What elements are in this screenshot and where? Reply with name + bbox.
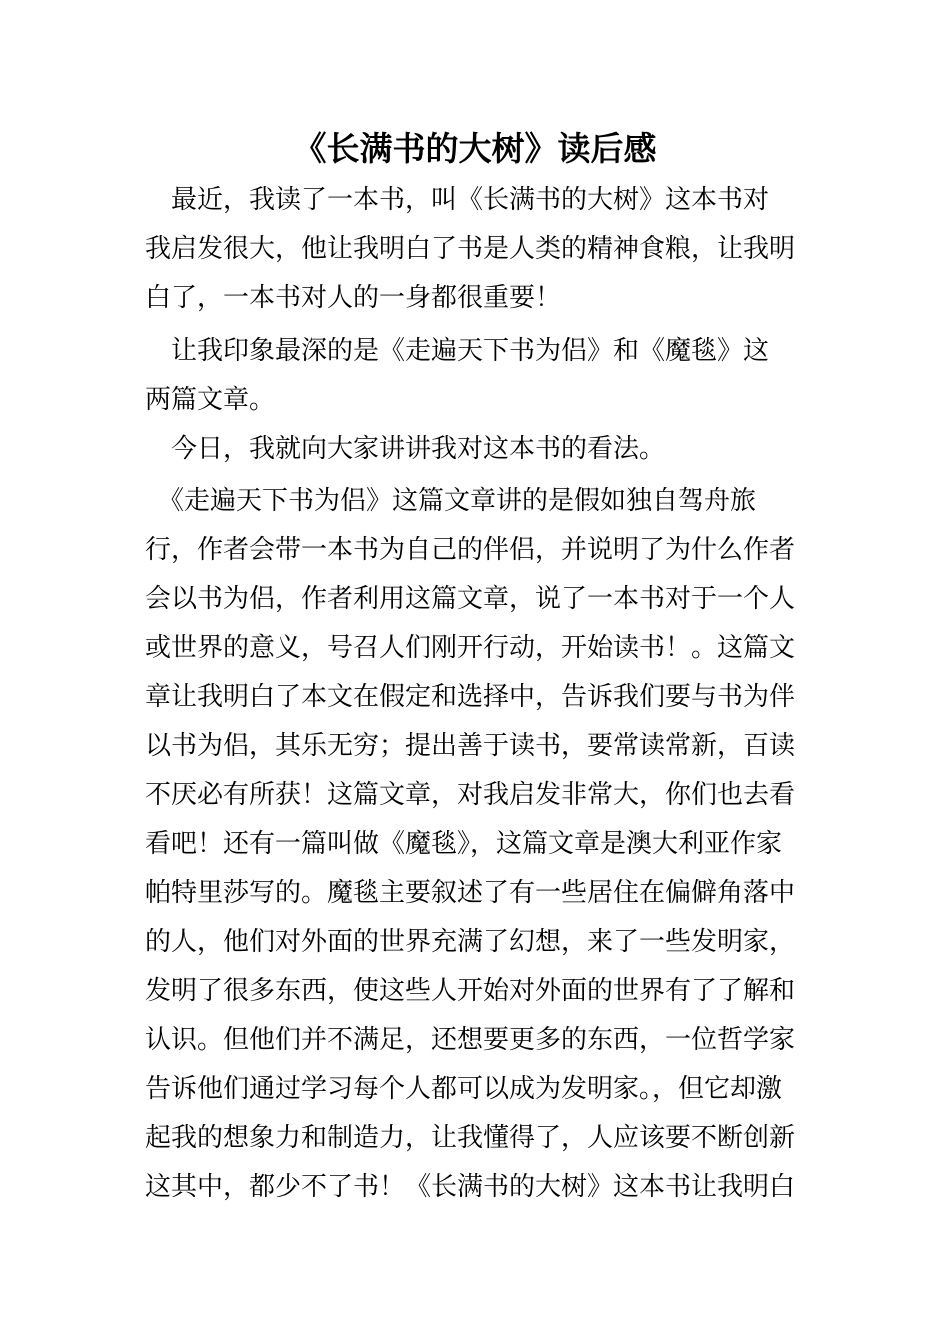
paragraph-line: 帕特里莎写的。魔毯主要叙述了有一些居住在偏僻角落中 — [145, 878, 796, 908]
paragraph-line: 这其中，都少不了书！《长满书的大树》这本书让我明白 — [145, 1172, 796, 1202]
paragraph-line: 发明了很多东西，使这些人开始对外面的世界有了了解和 — [145, 976, 796, 1006]
paragraph-line: 行，作者会带一本书为自己的伴侣，并说明了为什么作者 — [145, 535, 796, 565]
paragraph-line: 白了，一本书对人的一身都很重要！ — [145, 283, 562, 313]
paragraph-line: 不厌必有所获！这篇文章，对我启发非常大，你们也去看 — [145, 780, 796, 810]
paragraph-line: 告诉他们通过学习每个人都可以成为发明家。，但它却激 — [145, 1074, 783, 1104]
paragraph-line: 认识。但他们并不满足，还想要更多的东西，一位哲学家 — [145, 1025, 796, 1055]
paragraph-line: 章让我明白了本文在假定和选择中，告诉我们要与书为伴 — [145, 682, 796, 712]
paragraph-line: 今日，我就向大家讲讲我对这本书的看法。 — [145, 434, 666, 464]
paragraph-line: 让我印象最深的是《走遍天下书为侣》和《魔毯》这 — [145, 336, 770, 366]
paragraph-line: 《走遍天下书为侣》这篇文章讲的是假如独自驾舟旅 — [145, 486, 757, 516]
document-title: 《长满书的大树》读后感 — [293, 129, 657, 168]
paragraph-line: 以书为侣，其乐无穷；提出善于读书，要常读常新，百读 — [145, 731, 796, 761]
paragraph-line: 看吧！还有一篇叫做《魔毯》，这篇文章是澳大利亚作家 — [145, 829, 783, 859]
paragraph-line: 最近，我读了一本书，叫《长满书的大树》这本书对 — [145, 185, 770, 215]
paragraph-line: 或世界的意义，号召人们刚开行动，开始读书！。这篇文 — [145, 633, 796, 663]
paragraph-line: 我启发很大，他让我明白了书是人类的精神食粮，让我明 — [145, 234, 796, 264]
paragraph-line: 两篇文章。 — [145, 385, 276, 415]
paragraph-line: 起我的想象力和制造力，让我懂得了，人应该要不断创新 — [145, 1123, 796, 1153]
paragraph-line: 的人，他们对外面的世界充满了幻想，来了一些发明家， — [145, 927, 796, 957]
paragraph-line: 会以书为侣，作者利用这篇文章，说了一本书对于一个人 — [145, 584, 796, 614]
